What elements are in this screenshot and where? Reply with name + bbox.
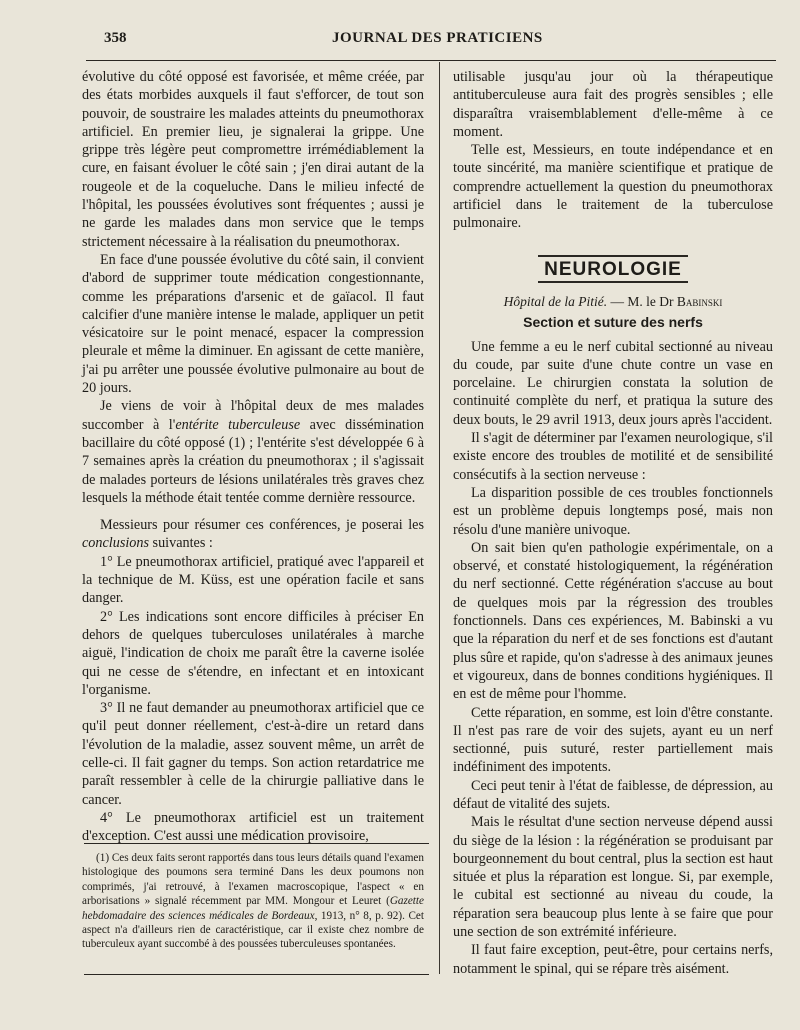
text-span: suivantes : bbox=[149, 535, 213, 552]
conclusion-3: 3° Il ne faut demander au pneumothorax artificiel que ce qu'il peut donner réellement, c'est-à-dire un retard dans l'évolution de la maladie, assez souvent même, un arrêt de celle-ci. Il fait gagner du temps. Son action retardatrice me paraît ressembler à celle de la chirurgie palliative dans le cancer. bbox=[82, 700, 424, 808]
column-divider bbox=[439, 62, 440, 974]
conclusion-4: 4° Le pneumothorax artificiel est un traitement d'exception. C'est aussi une médication provisoire, bbox=[82, 809, 424, 845]
text-span: Messieurs pour résumer ces conférences, je poserai les bbox=[100, 517, 424, 534]
paragraph: Cette réparation, en somme, est loin d'être constante. Il n'est pas rare de voir des sujets, ayant eu un nerf sectionné, puis suturé, rester partiellement mais indéfiniment des impotents. bbox=[453, 704, 773, 776]
text-span: Je viens de voir à l'hôpital deux de mes malades succomber à l' bbox=[82, 398, 424, 433]
paragraph: Telle est, Messieurs, en toute indépendance et en toute sincérité, ma manière scientifique et pratique de comprendre actuellement la question du pneumothorax artificiel dans le traitement de la tuberculose pulmonaire. bbox=[453, 142, 773, 232]
text-span: avec dissémination bacillaire du côté opposé (1) ; l'entérite s'est développée 6 à 7 semaines après la création du pneumothorax ; il s'agissait de malades porteurs de lésions unilatérales très graves chez lesquels la méthode était tentée comme dernière ressource. bbox=[82, 416, 424, 506]
footnote-rule bbox=[84, 843, 429, 844]
article-title: Section et suture des nerfs bbox=[523, 314, 703, 331]
footnote-text bbox=[82, 851, 424, 952]
italic-term: conclusions bbox=[82, 535, 149, 552]
paragraph: Il s'agit de déterminer par l'examen neurologique, s'il existe encore des troubles de motilité et de sensibilité consécutifs à la section nerveuse : bbox=[453, 430, 773, 483]
author-name: Babinski bbox=[676, 293, 723, 309]
text-span: , 1913, n° 8, p. 92). Cet aspect n'a d'ailleurs rien de caractéristique, car il existe chez nombre de tuberculeux ayant succombé à des poussées tuberculeuses spontanées. bbox=[82, 909, 424, 951]
section-heading: NEUROLOGIE bbox=[538, 255, 688, 283]
journal-citation: Gazette hebdomadaire des sciences médicales de Bordeaux bbox=[82, 895, 424, 922]
paragraph: utilisable jusqu'au jour où la thérapeutique antituberculeuse aura fait des progrès sensibles ; elle disparaîtra vraisemblablement d'elle-même à ce moment. bbox=[453, 69, 773, 140]
conclusion-1: 1° Le pneumothorax artificiel, pratiqué avec l'appareil et la technique de M. Küss, est une opération facile et sans danger. bbox=[82, 553, 424, 607]
paragraph: Ceci peut tenir à l'état de faiblesse, de dépression, au défaut de vitalité des sujets. bbox=[453, 777, 773, 812]
bottom-rule bbox=[84, 974, 429, 975]
paragraph: La disparition possible de ces troubles fonctionnels est un problème depuis longtemps posé, mais non résolu d'une manière univoque. bbox=[453, 484, 773, 538]
right-column bbox=[453, 68, 773, 978]
paragraph: évolutive du côté opposé est favorisée, et même créée, par des états morbides auxquels il faut s'efforcer, de tout son pouvoir, de soustraire les malades atteints du pneumothorax artificiel. En premier lieu, je signalerai la grippe. Une grippe très légère peut compromettre irrémédiablement la cure, en faisant évoluer le côté sain ; j'en dirai autant de la rougeole et de la coqueluche. Dans le milieu infecté de l'hôpital, les poussées évolutives sont fréquentes ; aussi je ne garde les malades dans mon service que le temps strictement nécessaire à la réalisation du pneumothorax. bbox=[82, 69, 424, 250]
page-number: 358 bbox=[104, 30, 127, 46]
text-span: (1) Ces deux faits seront rapportés dans tous leurs détails quand l'examen histologique des poumons sera terminé Dans les deux poumons non comprimés, j'ai retrouvé, à l'examen macroscopique, l'aspect « en arborisations » signalé récemment par MM. Mongour et Leuret ( bbox=[82, 852, 424, 908]
left-column bbox=[82, 68, 424, 845]
footnote bbox=[82, 851, 424, 952]
header-rule bbox=[86, 60, 776, 61]
paragraph: Mais le résultat d'une section nerveuse dépend aussi du siège de la lésion : la régénération se produisant par bourgeonnement du bout central, plus la section est haut située et plus la réparation est longue. Si, par exemple, le cubital est sectionné au niveau du coude, la réparation sera beaucoup plus lente à se faire que pour une section de son extrémité inférieure. bbox=[453, 814, 773, 941]
italic-term: entérite tuberculeuse bbox=[175, 416, 301, 433]
conclusion-2: 2° Les indications sont encore difficiles à préciser En dehors de quelques tuberculoses unilatérales à marche aiguë, l'indication de choix me paraît être la caverne isolée qui ne cesse de s'étendre, en infectant et en intoxicant l'organisme. bbox=[82, 608, 424, 698]
paragraph: Il faut faire exception, peut-être, pour certains nerfs, notamment le spinal, qui se répare très aisément. bbox=[453, 942, 773, 977]
byline bbox=[453, 293, 773, 311]
paragraph bbox=[82, 397, 424, 507]
journal-title: JOURNAL DES PRATICIENS bbox=[332, 30, 543, 46]
paragraph bbox=[82, 516, 424, 553]
paragraph: En face d'une poussée évolutive du côté sain, il convient d'abord de supprimer toute médication congestionnante, comme les préparations d'arsenic et de gaïacol. Il faut calcifier d'une manière intense le malade, appliquer un petit vésicatoire sur le point menacé, espacer la compression pleurale et même la diminuer. En agissant de cette manière, j'ai pu arrêter une poussée évolutive pulmonaire au bout de 20 jours. bbox=[82, 251, 424, 397]
text-span: — M. le Dr bbox=[607, 293, 677, 309]
hospital-name: Hôpital de la Pitié. bbox=[503, 293, 608, 309]
paragraph: On sait bien qu'en pathologie expérimentale, on a observé, et constaté histologiquement, la régénération du nerf sectionné. Cette régénération s'accuse au bout de quelques mois par la régression des troubles fonctionnels. Dans ces expériences, M. Babinski a vu que la réparation du nerf et de ses fonctions est d'autant plus sûre et rapide, qu'on s'adresse à des animaux jeunes et vigoureux, dans de bonnes conditions hygiéniques. Il en est de même pour l'homme. bbox=[453, 539, 773, 703]
paragraph: Une femme a eu le nerf cubital sectionné au niveau du coude, par suite d'une chute contre un vase en porcelaine. Le chirurgien constata la solution de continuité complète du nerf, et pratiqua la suture des deux bouts, le 29 avril 1913, deux jours après l'accident. bbox=[453, 338, 773, 428]
